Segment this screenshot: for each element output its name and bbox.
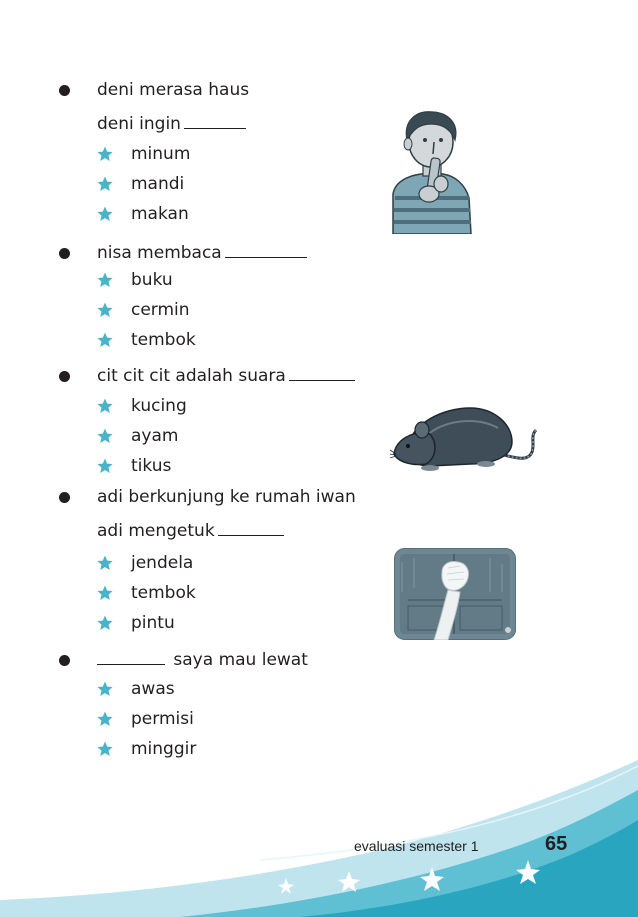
option-label: tembok	[131, 583, 196, 603]
question-3-line-1-wrapper	[97, 366, 358, 386]
star-icon	[97, 458, 113, 474]
star-icon	[97, 615, 113, 631]
option-label: buku	[131, 270, 173, 290]
answer-blank[interactable]	[184, 114, 246, 129]
star-icon	[97, 176, 113, 192]
question-3-line-1: cit cit cit adalah suara	[97, 366, 286, 386]
option-label: tikus	[131, 456, 172, 476]
boy-drinking-illustration	[385, 110, 477, 234]
star-icon	[97, 398, 113, 414]
option-label: minggir	[131, 739, 197, 759]
question-1-line-2-wrapper	[97, 114, 249, 134]
option-label: permisi	[131, 709, 194, 729]
question-2-line-1-wrapper	[97, 243, 310, 263]
option-label: ayam	[131, 426, 179, 446]
option-label: awas	[131, 679, 175, 699]
star-icon	[97, 272, 113, 288]
footer-section-label: evaluasi semester 1	[354, 838, 479, 854]
question-bullet	[59, 371, 70, 382]
option-label: pintu	[131, 613, 175, 633]
option-label: mandi	[131, 174, 185, 194]
option-label: minum	[131, 144, 191, 164]
question-1-line-1: deni merasa haus	[97, 80, 250, 100]
question-bullet	[59, 492, 70, 503]
answer-blank[interactable]	[289, 366, 355, 381]
question-bullet	[59, 85, 70, 96]
rat-illustration	[390, 400, 542, 478]
star-icon	[97, 681, 113, 697]
star-icon	[97, 741, 113, 757]
option-label: cermin	[131, 300, 190, 320]
star-icon	[97, 555, 113, 571]
question-4-line-2-wrapper	[97, 521, 287, 541]
star-icon	[97, 302, 113, 318]
option-label: kucing	[131, 396, 187, 416]
question-5-line-1: saya mau lewat	[173, 650, 308, 670]
option-label: tembok	[131, 330, 196, 350]
answer-blank[interactable]	[225, 243, 307, 258]
star-icon	[97, 206, 113, 222]
option-label: makan	[131, 204, 189, 224]
option-label: jendela	[131, 553, 194, 573]
question-4-line-1: adi berkunjung ke rumah iwan	[97, 487, 356, 507]
star-icon	[97, 585, 113, 601]
question-4-line-2: adi mengetuk	[97, 521, 215, 541]
question-2-line-1: nisa membaca	[97, 243, 222, 263]
answer-blank[interactable]	[97, 650, 165, 665]
knocking-door-illustration	[394, 548, 516, 640]
page-number: 65	[545, 833, 568, 855]
star-icon	[97, 146, 113, 162]
star-icon	[97, 332, 113, 348]
star-icon	[97, 428, 113, 444]
question-bullet	[59, 248, 70, 259]
question-1-line-2: deni ingin	[97, 114, 181, 134]
question-bullet	[59, 655, 70, 666]
answer-blank[interactable]	[218, 521, 284, 536]
star-icon	[97, 711, 113, 727]
question-5-line-1-wrapper	[97, 650, 308, 670]
